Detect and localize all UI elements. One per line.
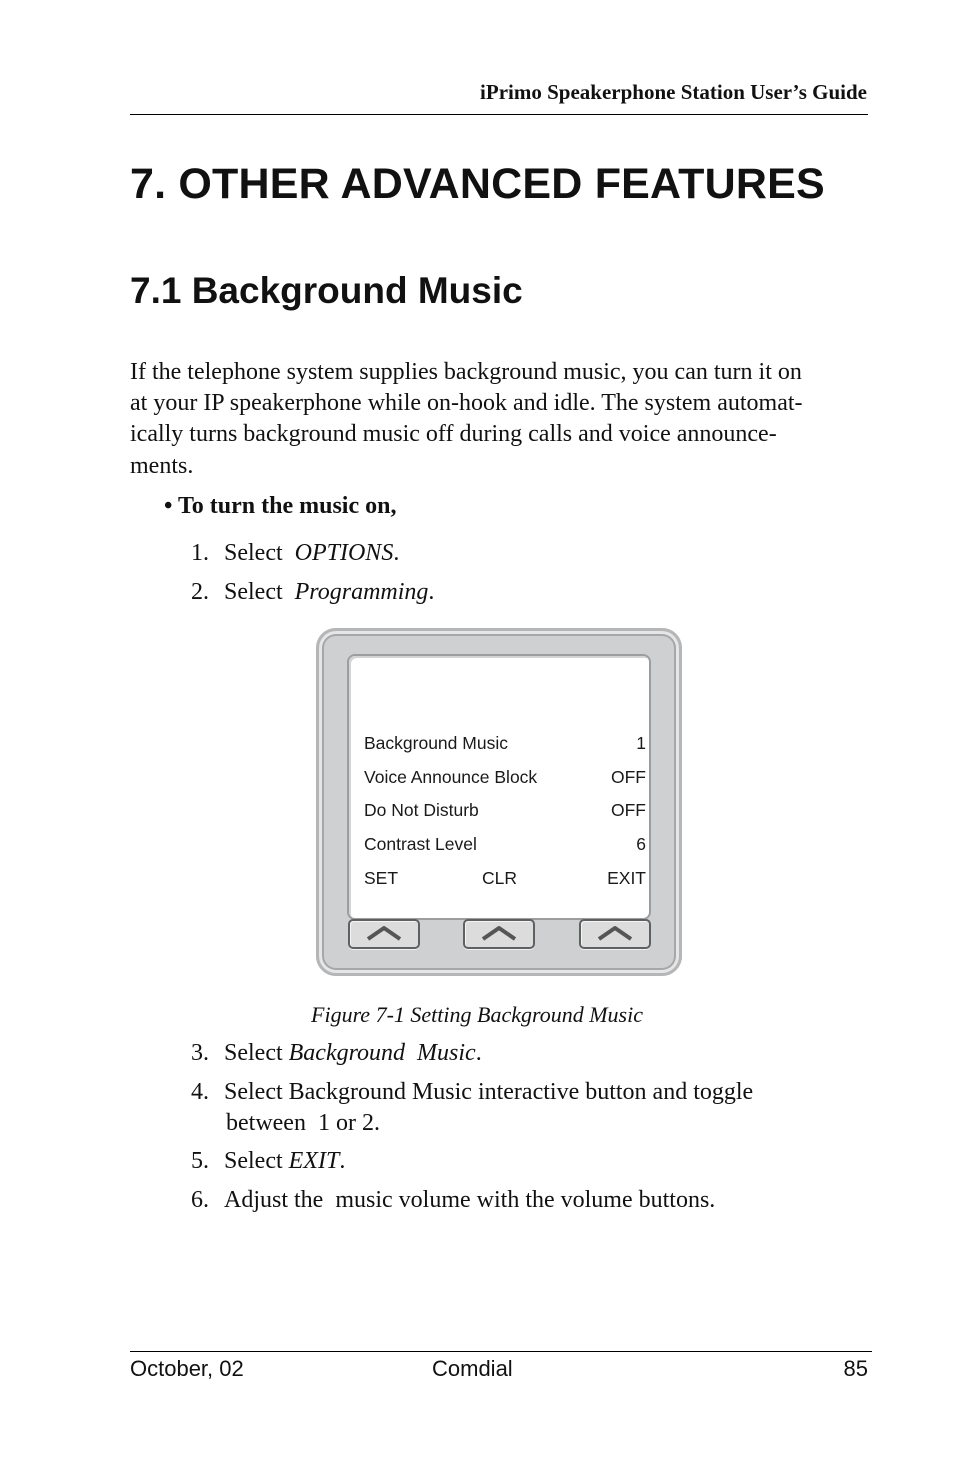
step-text: Select [224,1040,289,1066]
step-number: 2. [191,579,209,605]
softkey-exit-button[interactable] [579,919,651,949]
chevron-up-icon [593,923,637,945]
header-rule [130,114,868,115]
step-4 [191,1077,753,1139]
step-number: 4. [191,1079,209,1105]
display-row-value: OFF [611,800,646,820]
step-emphasis: EXIT [288,1148,340,1174]
phone-display-figure [316,628,682,976]
intro-paragraph [130,357,870,482]
running-header: iPrimo Speakerphone Station User’s Guide [480,80,867,104]
display-row-label: Voice Announce Block [364,767,538,787]
section-title: 7.1 Background Music [130,270,523,311]
display-row-background-music[interactable] [364,733,646,757]
display-row-contrast-level[interactable] [364,834,646,858]
lcd-screen [349,656,649,918]
step-5 [191,1146,345,1177]
intro-line: If the telephone system supplies background music, you can turn it on [130,359,802,385]
step-3 [191,1038,482,1069]
footer-rule [130,1351,872,1352]
step-text: Select [224,579,295,605]
chapter-title: 7. OTHER ADVANCED FEATURES [130,160,825,208]
softkey-label-exit: EXIT [607,868,646,888]
step-text: Select [224,1148,289,1174]
softkey-labels [364,868,646,892]
intro-line: ically turns background music off during calls and voice announce- [130,421,777,448]
step-tail: . [475,1040,482,1066]
step-number: 3. [191,1040,209,1066]
step-text: Select Background Music interactive button and toggle [224,1079,754,1105]
step-number: 5. [191,1148,209,1174]
display-row-do-not-disturb[interactable] [364,800,646,824]
softkey-label-clr: CLR [482,868,518,888]
chevron-up-icon [362,923,406,945]
step-emphasis: Background Music [288,1040,476,1066]
step-continuation: between 1 or 2. [226,1110,380,1137]
softkey-set-button[interactable] [348,919,420,949]
step-emphasis: OPTIONS [294,540,394,566]
footer-date: October, 02 [130,1356,244,1381]
display-row-label: Background Music [364,733,508,753]
softkey-clr-button[interactable] [463,919,535,949]
step-2 [191,577,434,608]
figure-caption: Figure 7-1 Setting Background Music [311,1002,643,1027]
intro-line: at your IP speakerphone while on-hook and idle. The system automat- [130,390,803,417]
chevron-up-icon [477,923,521,945]
softkey-label-set: SET [364,868,399,888]
step-tail: . [339,1148,346,1174]
step-tail: . [428,579,435,605]
bullet-heading: • To turn the music on, [164,493,397,519]
display-row-value: 1 [636,733,646,753]
step-text: Select [224,540,295,566]
display-row-label: Do Not Disturb [364,800,479,820]
step-number: 1. [191,540,209,566]
display-row-value: 6 [636,834,646,854]
intro-line: ments. [130,452,194,479]
display-row-voice-announce-block[interactable] [364,767,646,791]
step-text: Adjust the music volume with the volume buttons. [224,1187,716,1213]
step-tail: . [393,540,400,566]
step-number: 6. [191,1187,209,1213]
display-row-label: Contrast Level [364,834,477,854]
step-emphasis: Programming [294,579,429,605]
step-6 [191,1185,715,1216]
page-number: 85 [843,1356,868,1381]
display-row-value: OFF [611,767,646,787]
step-1 [191,538,399,569]
footer-company: Comdial [432,1356,513,1381]
